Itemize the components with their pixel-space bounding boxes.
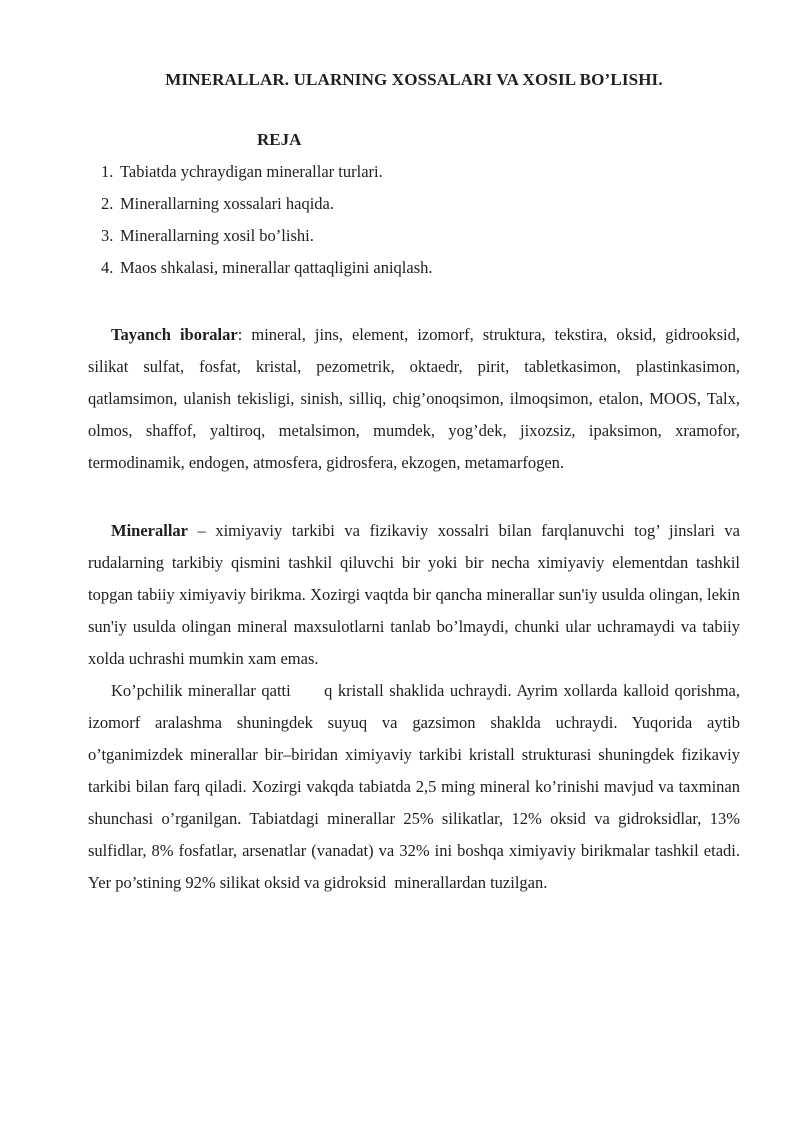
plan-item-label: Minerallarning xossalari haqida.	[120, 194, 334, 213]
plan-item	[88, 220, 740, 252]
paragraph-description-body: Ko’pchilik minerallar qatti q kristall shaklida uchraydi. Ayrim xollarda kalloid qorishma, izomorf aralashma shuningdek suyuq va gazsimon shaklda uchraydi. Yuqorida aytib o’tganimizdek minerallar bir–biridan ximiyaviy tarkibi kristall strukturasi shuningdek fizikaviy tarkibi bilan farq qiladi. Xozirgi vakqda tabiatda 2,5 ming mineral ko’rinishi mavjud va taxminan shunchasi o’rganilgan. Tabiatdagi minerallar 25% silikatlar, 12% oksid va gidroksidlar, 13% sulfidlar, 8% fosfatlar, arsenatlar (vanadat) va 32% ini boshqa ximiyaviy birikmalar tashkil etadi. Yer po’stining 92% silikat oksid va gidroksid minerallardan tuzilgan.	[88, 681, 740, 892]
plan-item	[88, 252, 740, 284]
plan-item-label: Maos shkalasi, minerallar qattaqligini aniqlash.	[120, 258, 433, 277]
paragraph-keywords	[88, 319, 740, 479]
plan-item	[88, 156, 740, 188]
plan-item	[88, 188, 740, 220]
paragraph-definition-lead: Minerallar	[111, 521, 188, 540]
plan-heading: REJA	[257, 130, 302, 149]
plan-list	[88, 156, 740, 284]
paragraph-keywords-lead: Tayanch iboralar	[111, 325, 238, 344]
plan-item-label: Minerallarning xosil bo’lishi.	[120, 226, 314, 245]
plan-item-number: 4.	[101, 258, 114, 277]
plan-item-label: Tabiatda ychraydigan minerallar turlari.	[120, 162, 383, 181]
document-title: MINERALLAR. ULARNING XOSSALARI VA XOSIL BO’LISHI.	[165, 70, 663, 89]
paragraph-definition	[88, 515, 740, 675]
paragraph-description	[88, 675, 740, 899]
plan-item-number: 1.	[101, 162, 114, 181]
paragraph-definition-body: – ximiyaviy tarkibi va fizikaviy xossalri bilan farqlanuvchi tog’ jinslari va rudalarning tarkibiy qismini tashkil qiluvchi bir yoki bir necha ximiyaviy elementdan tashkil topgan tabiiy ximiyaviy birikma. Xozirgi vaqtda bir qancha minerallar sun'iy usulda olingan, lekin sun'iy usulda olingan mineral maxsulotlarni tanlab bo’lmaydi, chunki ular uchramaydi va tabiiy xolda uchrashi mumkin xam emas.	[88, 521, 740, 668]
plan-item-number: 3.	[101, 226, 114, 245]
plan-item-number: 2.	[101, 194, 114, 213]
paragraph-keywords-body: : mineral, jins, element, izomorf, struktura, tekstira, oksid, gidrooksid, silikat sulfat, fosfat, kristal, pezometrik, oktaedr, pirit, tabletkasimon, plastinkasimon, qatlamsimon, ulanish tekisligi, sinish, silliq, chig’onoqsimon, ilmoqsimon, etalon, MOOS, Talx, olmos, shaffof, yaltiroq, metalsimon, mumdek, yog’dek, jixozsiz, ipaksimon, xramofor, termodinamik, endogen, atmosfera, gidrosfera, ekzogen, metamarfogen.	[88, 325, 740, 472]
